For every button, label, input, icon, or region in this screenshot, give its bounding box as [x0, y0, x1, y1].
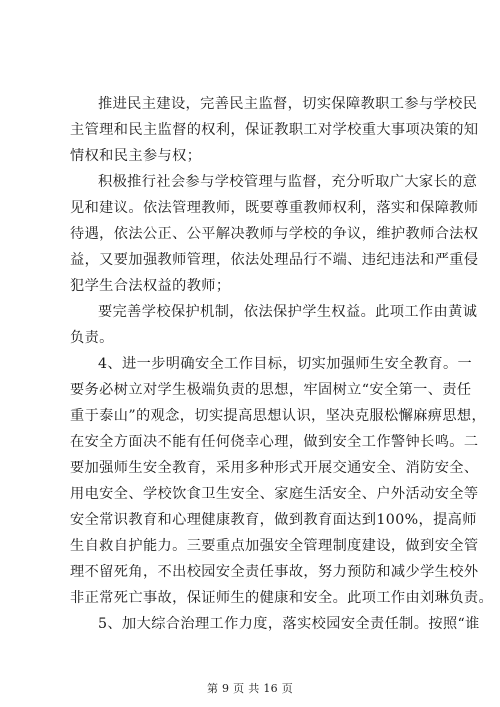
text-line: 待遇，依法公正、公平解决教师与学校的争议，维护教师合法权	[70, 226, 479, 242]
text-line: 4、进一步明确安全工作目标，切实加强师生安全教育。一	[98, 356, 473, 372]
text-line: 见和建议。依法管理教师，既要尊重教师权利，落实和保障教师	[70, 200, 479, 216]
text-line: 用电安全、学校饮食卫生安全、家庭生活安全、户外活动安全等	[70, 486, 479, 502]
text-line: 负责。	[70, 330, 114, 346]
text-line: 积极推行社会参与学校管理与监督，充分听取广大家长的意	[98, 174, 478, 190]
text-line: 犯学生合法权益的教师；	[70, 278, 231, 294]
text-line: 益，又要加强教师管理，依法处理品行不端、违纪违法和严重侵	[70, 252, 479, 268]
text-line: 要加强师生安全教育，采用多种形式开展交通安全、消防安全、	[70, 460, 479, 476]
text-line: 5、加大综合治理工作力度，落实校园安全责任制。按照“谁	[98, 616, 480, 632]
text-line: 安全常识教育和心理健康教育，做到教育面达到100%，提高师	[70, 512, 477, 528]
text-line: 重于泰山”的观念，切实提高思想认识，坚决克服松懈麻痹思想，	[70, 408, 487, 424]
text-line: 要完善学校保护机制，依法保护学生权益。此项工作由黄诚	[98, 304, 478, 320]
text-line: 在安全方面决不能有任何侥幸心理，做到安全工作警钟长鸣。二	[70, 434, 479, 450]
text-line: 情权和民主参与权；	[70, 148, 202, 164]
text-line: 要务必树立对学生极端负责的思想，牢固树立“安全第一、责任	[70, 382, 472, 398]
text-line: 推进民主建设，完善民主监督，切实保障教职工参与学校民	[98, 96, 478, 112]
page-footer: 第 9 页 共 16 页	[206, 682, 294, 695]
text-line: 非正常死亡事故，保证师生的健康和安全。此项工作由刘琳负责。	[70, 590, 494, 606]
text-line: 理不留死角，不出校园安全责任事故，努力预防和减少学生校外	[70, 564, 479, 580]
text-line: 主管理和民主监督的权利，保证教职工对学校重大事项决策的知	[70, 122, 479, 138]
text-line: 生自救自护能力。三要重点加强安全管理制度建设，做到安全管	[70, 538, 479, 554]
